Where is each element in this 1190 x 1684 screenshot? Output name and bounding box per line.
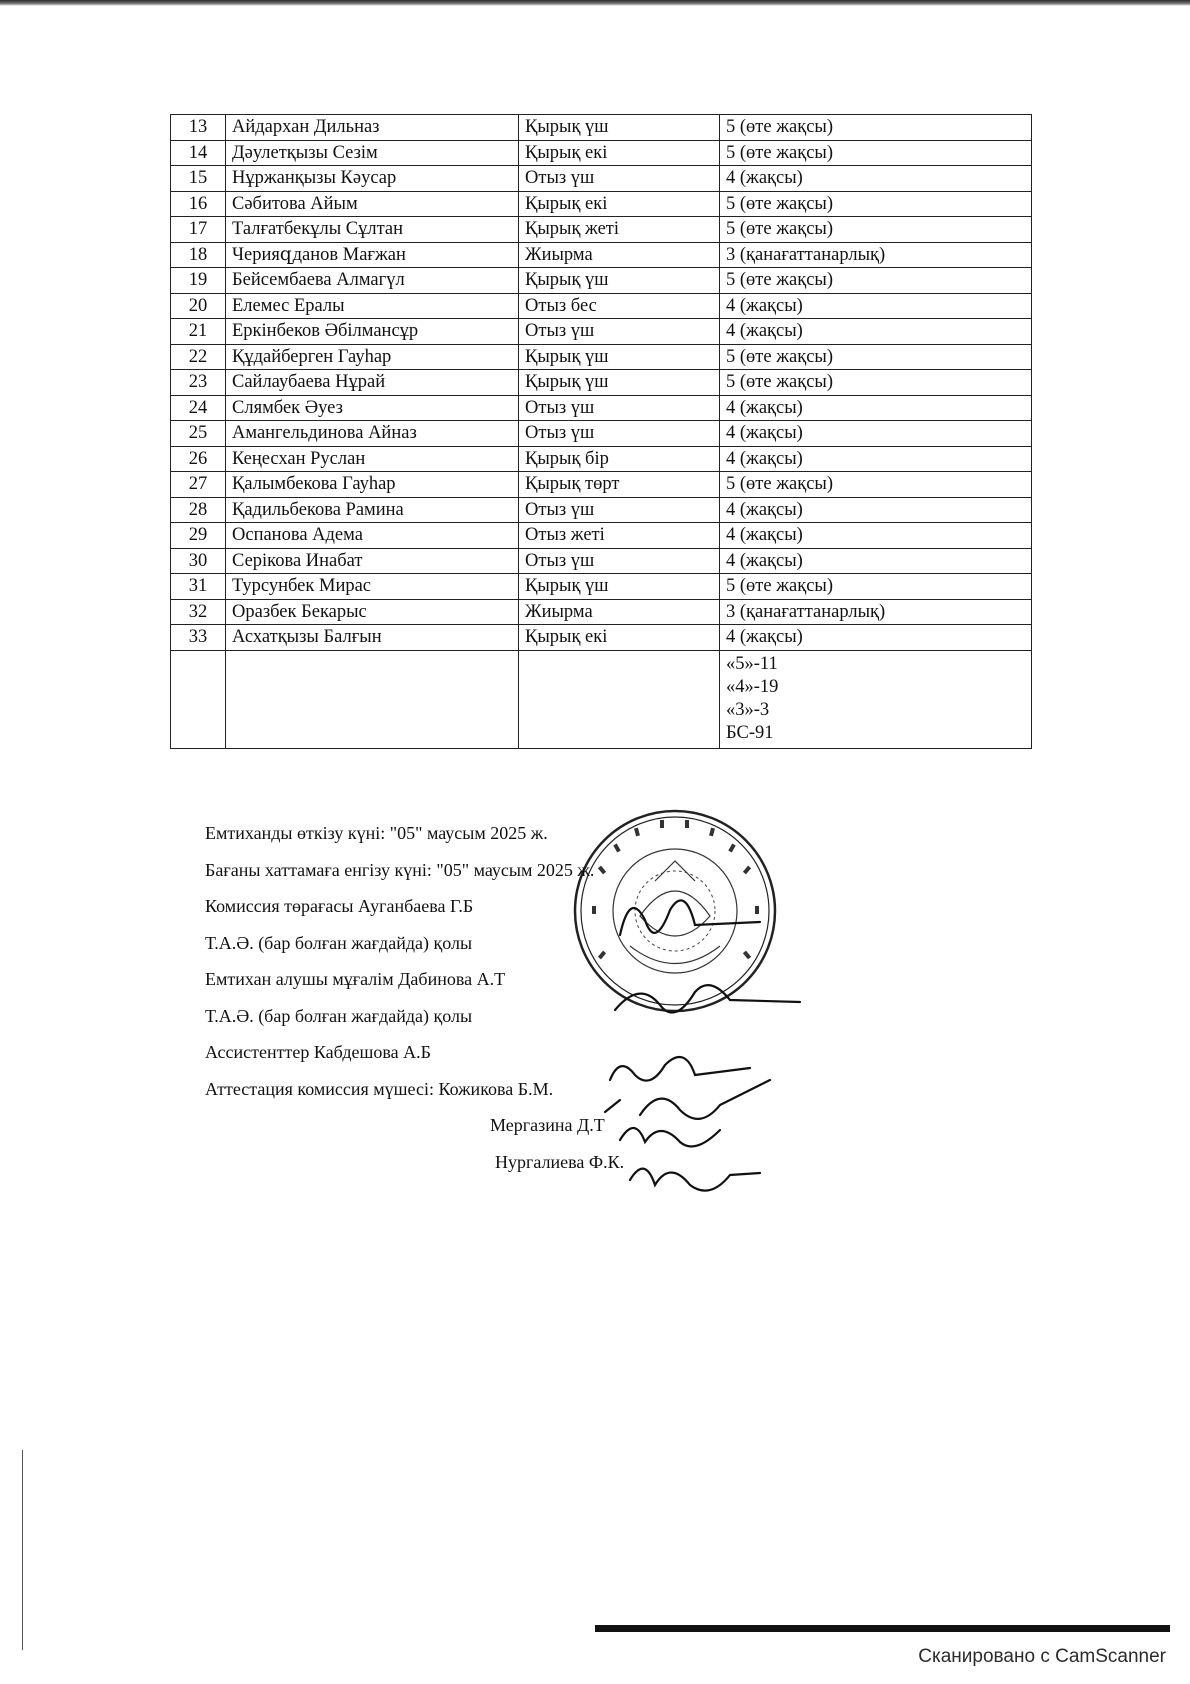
commission-member: Аттестация комиссия мүшесі: Кожикова Б.М.: [205, 1078, 554, 1099]
assistants: Ассистенттер Кабдешова А.Б: [205, 1042, 431, 1062]
grade-value: 5 (өте жақсы): [720, 140, 1032, 166]
student-name: Сайлаубаева Нұрай: [226, 370, 519, 396]
grade-value: 4 (жақсы): [720, 625, 1032, 651]
student-name: Нұржанқызы Кәусар: [226, 166, 519, 192]
scanner-watermark: Сканировано с CamScanner: [918, 1646, 1166, 1667]
row-number: 20: [171, 293, 226, 319]
signature-block: [205, 815, 624, 1180]
table-row: [171, 421, 1032, 447]
grade-value: 5 (өте жақсы): [720, 115, 1032, 141]
table-row: [171, 395, 1032, 421]
grade-value: 4 (жақсы): [720, 319, 1032, 345]
student-name: Талғатбекұлы Сұлтан: [226, 217, 519, 243]
row-number: 17: [171, 217, 226, 243]
table-row: [171, 166, 1032, 192]
grade-value: 4 (жақсы): [720, 497, 1032, 523]
summary-line: «5»-11: [726, 653, 778, 674]
signature-note: Т.А.Ә. (бар болған жағдайда) қолы: [205, 932, 473, 953]
score-in-words: Қырық төрт: [519, 472, 720, 498]
table-row: [171, 319, 1032, 345]
student-name: Қалымбекова Гауһар: [226, 472, 519, 498]
handwritten-signatures: [600, 880, 830, 1210]
score-in-words: Отыз үш: [519, 548, 720, 574]
commission-member-2: Мергазина Д.Т: [490, 1115, 605, 1135]
grade-value: 5 (өте жақсы): [720, 344, 1032, 370]
student-name: Слямбек Әуез: [226, 395, 519, 421]
student-name: Еркінбеков Әбілмансұр: [226, 319, 519, 345]
row-number: 28: [171, 497, 226, 523]
grade-entry-date: Бағаны хаттамаға енгізу күні: "05" маусым 2025 ж.: [205, 859, 595, 880]
score-in-words: Қырық екі: [519, 625, 720, 651]
summary-row: [171, 650, 1032, 748]
table-row: [171, 497, 1032, 523]
row-number: 14: [171, 140, 226, 166]
score-in-words: Қырық үш: [519, 115, 720, 141]
grade-value: 4 (жақсы): [720, 293, 1032, 319]
student-name: Айдархан Дильназ: [226, 115, 519, 141]
grade-value: 3 (қанағаттанарлық): [720, 242, 1032, 268]
empty-cell: [519, 650, 720, 748]
empty-cell: [171, 650, 226, 748]
summary-line: БС-91: [726, 722, 774, 743]
row-number: 13: [171, 115, 226, 141]
grade-value: 4 (жақсы): [720, 446, 1032, 472]
table-row: [171, 472, 1032, 498]
row-number: 25: [171, 421, 226, 447]
table-row: [171, 268, 1032, 294]
score-in-words: Отыз үш: [519, 497, 720, 523]
scan-top-edge: [0, 0, 1190, 6]
score-in-words: Отыз үш: [519, 395, 720, 421]
table-row: [171, 115, 1032, 141]
score-in-words: Отыз үш: [519, 319, 720, 345]
table-row: [171, 523, 1032, 549]
table-row: [171, 140, 1032, 166]
score-in-words: Қырық екі: [519, 140, 720, 166]
student-name: Құдайберген Гауһар: [226, 344, 519, 370]
scan-left-edge: [22, 1450, 23, 1650]
row-number: 18: [171, 242, 226, 268]
row-number: 15: [171, 166, 226, 192]
commission-member-3: Нургалиева Ф.К.: [495, 1151, 625, 1172]
score-in-words: Отыз бес: [519, 293, 720, 319]
student-name: Оразбек Бекарыс: [226, 599, 519, 625]
grade-value: 5 (өте жақсы): [720, 268, 1032, 294]
table-row: [171, 446, 1032, 472]
examiner: Емтихан алушы мұғалім Дабинова А.Т: [205, 969, 506, 989]
student-name: Серікова Инабат: [226, 548, 519, 574]
score-in-words: Қырық жеті: [519, 217, 720, 243]
score-in-words: Отыз үш: [519, 166, 720, 192]
table-row: [171, 574, 1032, 600]
student-name: Сәбитова Айым: [226, 191, 519, 217]
table-row: [171, 548, 1032, 574]
row-number: 21: [171, 319, 226, 345]
grade-value: 4 (жақсы): [720, 166, 1032, 192]
table-row: [171, 191, 1032, 217]
grade-value: 4 (жақсы): [720, 395, 1032, 421]
table-row: [171, 293, 1032, 319]
table-row: [171, 625, 1032, 651]
score-in-words: Отыз үш: [519, 421, 720, 447]
summary-line: «3»-3: [726, 699, 770, 720]
grade-summary: [720, 650, 1032, 748]
row-number: 30: [171, 548, 226, 574]
commission-chair: Комиссия төрағасы Ауганбаева Г.Б: [205, 896, 474, 916]
student-name: Турсунбек Мирас: [226, 574, 519, 600]
empty-cell: [226, 650, 519, 748]
score-in-words: Жиырма: [519, 242, 720, 268]
grade-value: 5 (өте жақсы): [720, 191, 1032, 217]
score-in-words: Қырық үш: [519, 574, 720, 600]
grade-value: 4 (жақсы): [720, 523, 1032, 549]
signature-note: Т.А.Ә. (бар болған жағдайда) қолы: [205, 1005, 473, 1026]
student-name: Кеңесхан Руслан: [226, 446, 519, 472]
student-name: Оспанова Адема: [226, 523, 519, 549]
row-number: 19: [171, 268, 226, 294]
row-number: 31: [171, 574, 226, 600]
table-row: [171, 217, 1032, 243]
score-in-words: Қырық үш: [519, 268, 720, 294]
grades-table-body: [171, 115, 1032, 749]
grade-value: 5 (өте жақсы): [720, 574, 1032, 600]
row-number: 33: [171, 625, 226, 651]
row-number: 16: [171, 191, 226, 217]
grade-value: 4 (жақсы): [720, 548, 1032, 574]
score-in-words: Қырық үш: [519, 344, 720, 370]
row-number: 32: [171, 599, 226, 625]
row-number: 23: [171, 370, 226, 396]
student-name: Асхатқызы Балғын: [226, 625, 519, 651]
row-number: 24: [171, 395, 226, 421]
score-in-words: Қырық үш: [519, 370, 720, 396]
table-row: [171, 344, 1032, 370]
grade-value: 5 (өте жақсы): [720, 370, 1032, 396]
score-in-words: Жиырма: [519, 599, 720, 625]
row-number: 22: [171, 344, 226, 370]
row-number: 27: [171, 472, 226, 498]
scan-bottom-edge: [595, 1625, 1170, 1632]
score-in-words: Отыз жеті: [519, 523, 720, 549]
score-in-words: Қырық бір: [519, 446, 720, 472]
table-row: [171, 370, 1032, 396]
row-number: 26: [171, 446, 226, 472]
student-name: Бейсембаева Алмагүл: [226, 268, 519, 294]
student-name: Елемес Ералы: [226, 293, 519, 319]
grades-table: [170, 114, 1032, 749]
grade-value: 3 (қанағаттанарлық): [720, 599, 1032, 625]
score-in-words: Қырық екі: [519, 191, 720, 217]
student-name: Черияզданов Мағжан: [226, 242, 519, 268]
student-name: Қадильбекова Рамина: [226, 497, 519, 523]
grade-value: 5 (өте жақсы): [720, 472, 1032, 498]
row-number: 29: [171, 523, 226, 549]
table-row: [171, 242, 1032, 268]
summary-line: «4»-19: [726, 676, 779, 697]
grade-value: 5 (өте жақсы): [720, 217, 1032, 243]
exam-date: Емтиханды өткізу күні: "05" маусым 2025 ж.: [205, 823, 548, 843]
table-row: [171, 599, 1032, 625]
student-name: Дәулетқызы Сезім: [226, 140, 519, 166]
grade-value: 4 (жақсы): [720, 421, 1032, 447]
student-name: Амангельдинова Айназ: [226, 421, 519, 447]
